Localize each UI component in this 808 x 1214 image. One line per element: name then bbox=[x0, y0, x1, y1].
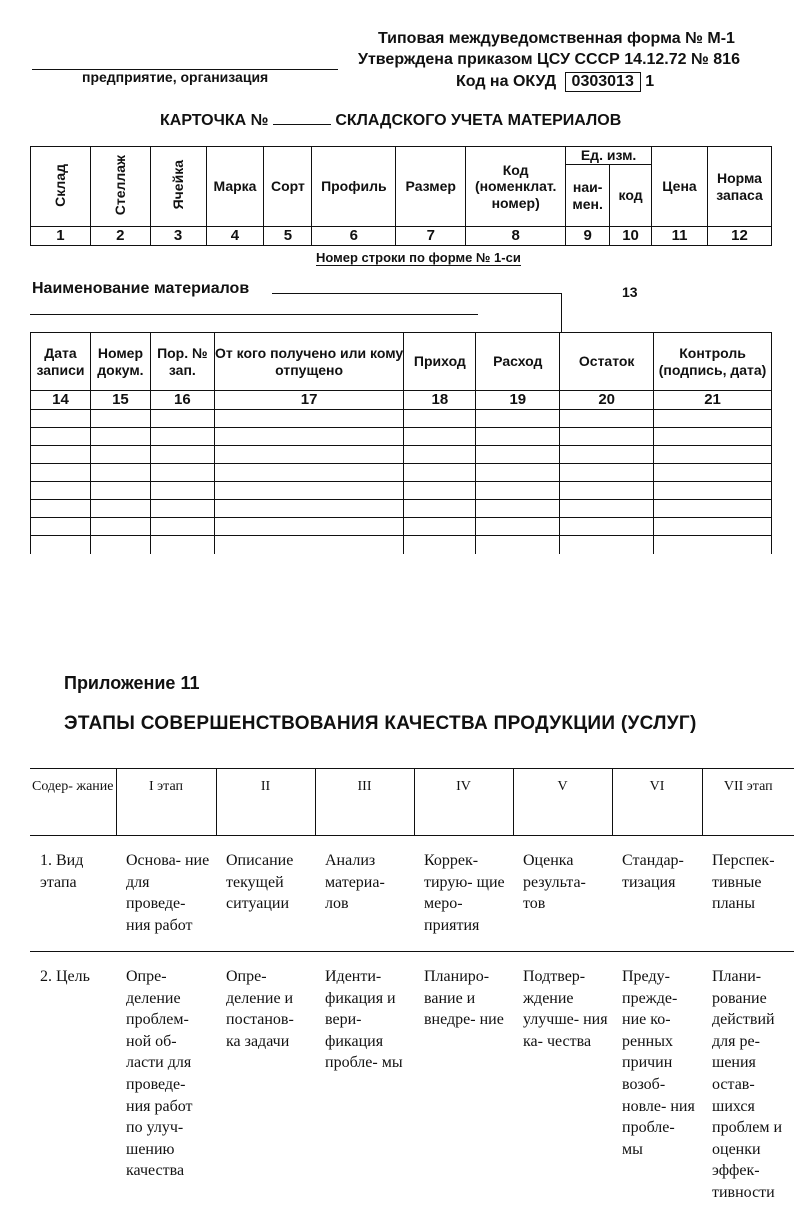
header-cena: Цена bbox=[652, 147, 708, 227]
col-number: 8 bbox=[466, 227, 566, 246]
table-cell: Планиро- вание и внедре- ние bbox=[414, 952, 513, 1214]
table-cell: Описание текущей ситуации bbox=[226, 852, 294, 913]
col-number: 10 bbox=[610, 227, 652, 246]
header-profil: Профиль bbox=[312, 147, 396, 227]
table-row bbox=[30, 836, 794, 952]
col-number: 3 bbox=[150, 227, 206, 246]
header-stage-4: IV bbox=[414, 769, 513, 836]
col-number: 4 bbox=[206, 227, 264, 246]
col-number: 21 bbox=[654, 391, 772, 410]
header-por-nomer: Пор. № зап. bbox=[150, 333, 214, 391]
quality-stages-table bbox=[30, 768, 794, 1214]
table-row bbox=[30, 952, 794, 1214]
field-13: 13 bbox=[622, 284, 638, 300]
blank-row bbox=[31, 464, 772, 482]
row-label: 1. Вид этапа bbox=[40, 852, 84, 891]
header-stage-5: V bbox=[513, 769, 612, 836]
header-soderzhanie: Содер- жание bbox=[30, 769, 116, 836]
appendix-label: Приложение 11 bbox=[64, 673, 200, 693]
card-attributes-table bbox=[30, 146, 772, 246]
table-cell: Оценка результа- тов bbox=[523, 852, 586, 913]
header-stellazh: Стеллаж bbox=[90, 147, 150, 227]
blank-row bbox=[31, 518, 772, 536]
header-marka: Марка bbox=[206, 147, 264, 227]
header-ed-izm: Ед. изм. bbox=[566, 147, 652, 165]
table-cell: Преду- прежде- ние ко- ренных причин возоб- новле- ния пробле- мы bbox=[612, 952, 702, 1214]
movement-table bbox=[30, 332, 772, 554]
col-number: 9 bbox=[566, 227, 610, 246]
okud-label: Код на ОКУД bbox=[456, 73, 557, 90]
col-number: 19 bbox=[476, 391, 560, 410]
form-approval-line: Утверждена приказом ЦСУ СССР 14.12.72 № 816 bbox=[358, 51, 740, 68]
appendix-title: ЭТАПЫ СОВЕРШЕНСТВОВАНИЯ КАЧЕСТВА ПРОДУКЦИИ (УСЛУГ) bbox=[64, 713, 697, 734]
header-sort: Сорт bbox=[264, 147, 312, 227]
col-number: 16 bbox=[150, 391, 214, 410]
card-title-suffix: СКЛАДСКОГО УЧЕТА МАТЕРИАЛОВ bbox=[335, 112, 622, 129]
header-stage-1: I этап bbox=[116, 769, 216, 836]
blank-row bbox=[31, 410, 772, 428]
header-kontrol: Контроль (подпись, дата) bbox=[654, 333, 772, 391]
col-number: 20 bbox=[560, 391, 654, 410]
table-cell: Основа- ние для проведе- ния работ bbox=[126, 852, 210, 934]
blank-row bbox=[31, 482, 772, 500]
col-number: 11 bbox=[652, 227, 708, 246]
col-number: 1 bbox=[31, 227, 91, 246]
okud-code: 0303013 bbox=[565, 72, 641, 92]
header-stage-2: II bbox=[216, 769, 315, 836]
material-leader-line bbox=[561, 293, 562, 333]
col-number: 2 bbox=[90, 227, 150, 246]
table-cell: Перспек- тивные планы bbox=[712, 852, 775, 913]
header-ostatok: Остаток bbox=[560, 333, 654, 391]
header-prihod: Приход bbox=[404, 333, 476, 391]
header-data: Дата записи bbox=[31, 333, 91, 391]
col-number: 17 bbox=[214, 391, 404, 410]
header-naimen: наи- мен. bbox=[566, 165, 610, 227]
table-cell: Коррек- тирую- щие меро- приятия bbox=[424, 852, 505, 934]
material-blank-line bbox=[272, 293, 562, 294]
blank-row bbox=[31, 446, 772, 464]
header-norma: Норма запаса bbox=[707, 147, 771, 227]
header-kod-ed: код bbox=[610, 165, 652, 227]
table-cell: Стандар- тизация bbox=[622, 852, 684, 891]
material-blank-line-2 bbox=[30, 314, 478, 315]
row-label: 2. Цель bbox=[30, 952, 116, 1214]
col-number: 18 bbox=[404, 391, 476, 410]
okud-line bbox=[456, 72, 654, 92]
col-number: 15 bbox=[90, 391, 150, 410]
header-stage-7: VII этап bbox=[702, 769, 794, 836]
blank-row bbox=[31, 500, 772, 518]
material-label: Наименование материалов bbox=[32, 280, 250, 297]
header-sklad: Склад bbox=[31, 147, 91, 227]
card-title bbox=[160, 112, 621, 130]
col-number: 14 bbox=[31, 391, 91, 410]
form-type-line: Типовая междуведомственная форма № М-1 bbox=[378, 30, 735, 47]
blank-row-open bbox=[31, 536, 772, 554]
table-cell: Анализ материа- лов bbox=[325, 852, 385, 913]
org-label: предприятие, организация bbox=[82, 69, 269, 85]
okud-suffix: 1 bbox=[645, 73, 655, 90]
header-yacheyka: Ячейка bbox=[150, 147, 206, 227]
header-rashod: Расход bbox=[476, 333, 560, 391]
col-number: 6 bbox=[312, 227, 396, 246]
table-cell: Иденти- фикация и вери- фикация пробле- мы bbox=[315, 952, 414, 1214]
header-stage-6: VI bbox=[612, 769, 702, 836]
card-number-blank bbox=[273, 124, 331, 125]
blank-row bbox=[31, 428, 772, 446]
card-title-prefix: КАРТОЧКА № bbox=[160, 112, 269, 129]
col-number: 5 bbox=[264, 227, 312, 246]
table-cell: Опре- деление проблем- ной об- ласти для проведе- ния работ по улуч- шению качества bbox=[116, 952, 216, 1214]
table-cell: Подтвер- ждение улучше- ния ка- чества bbox=[513, 952, 612, 1214]
header-razmer: Размер bbox=[396, 147, 466, 227]
header-ot-kogo: От кого получено или кому отпущено bbox=[214, 333, 404, 391]
header-nomer-dokum: Номер докум. bbox=[90, 333, 150, 391]
col-number: 12 bbox=[707, 227, 771, 246]
row-number-note: Номер строки по форме № 1-си bbox=[316, 250, 521, 265]
table-cell: Плани- рование действий для ре- шения остав- шихся проблем и оценки эффек- тивности bbox=[702, 952, 794, 1214]
header-kod: Код (номенклат. номер) bbox=[466, 147, 566, 227]
col-number: 7 bbox=[396, 227, 466, 246]
header-stage-3: III bbox=[315, 769, 414, 836]
table-cell: Опре- деление и постанов- ка задачи bbox=[216, 952, 315, 1214]
